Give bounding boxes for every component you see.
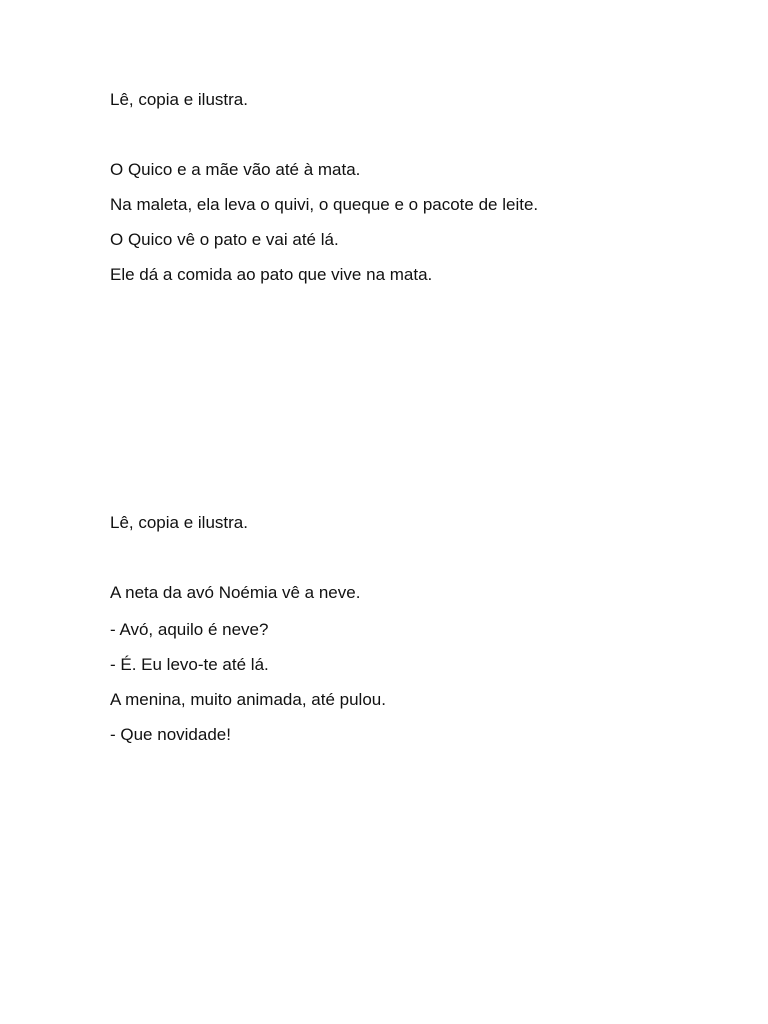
exercise-1-line-1: O Quico e a mãe vão até à mata. [110,160,361,179]
exercise-2-line-3: - É. Eu levo-te até lá. [110,655,269,674]
exercise-1-instruction: Lê, copia e ilustra. [110,90,248,109]
exercise-1-line-2: Na maleta, ela leva o quivi, o queque e o pacote de leite. [110,195,539,214]
exercise-2-line-5: - Que novidade! [110,725,231,744]
exercise-2-line-4: A menina, muito animada, até pulou. [110,690,386,709]
exercise-1-line-3: O Quico vê o pato e vai até lá. [110,230,339,249]
exercise-2-line-1: A neta da avó Noémia vê a neve. [110,583,361,602]
exercise-1-line-4: Ele dá a comida ao pato que vive na mata. [110,265,433,284]
exercise-2-instruction: Lê, copia e ilustra. [110,513,248,532]
exercise-2-line-2: - Avó, aquilo é neve? [110,620,269,639]
